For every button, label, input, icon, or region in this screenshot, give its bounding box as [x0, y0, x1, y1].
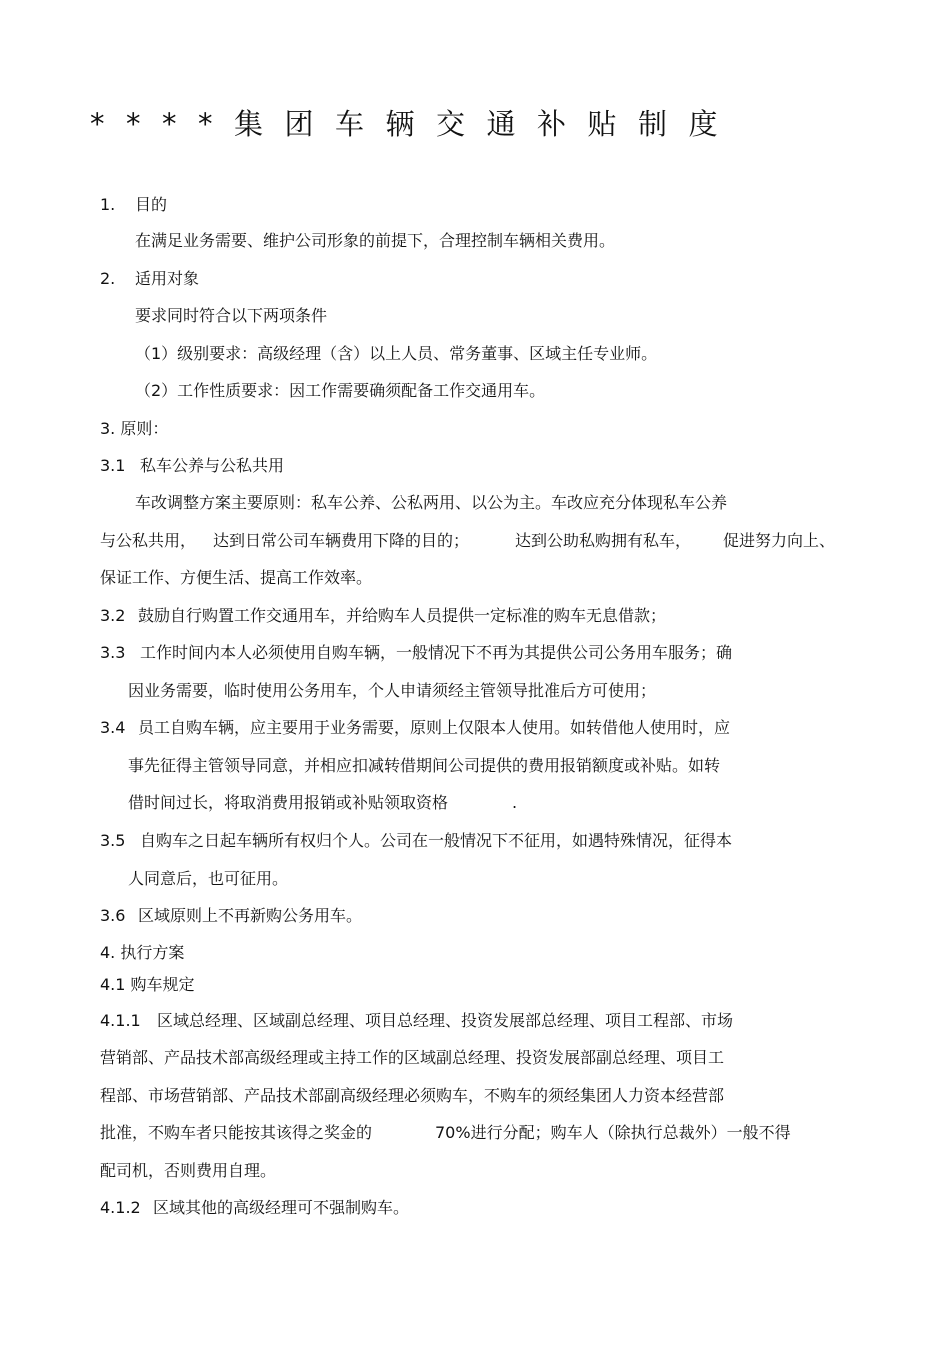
section-3-1-paragraph-line-1: 车改调整方案主要原则：私车公养、公私两用、以公为主。车改应充分体现私车公养: [135, 493, 728, 512]
section-1-heading: 目的: [135, 195, 168, 214]
section-2-body: 要求同时符合以下两项条件: [135, 306, 328, 325]
section-3-6-body: 区域原则上不再新购公务用车。: [138, 906, 363, 925]
section-4-1-1-body-line-4b: 70%进行分配；购车人（除执行总裁外）一般不得: [435, 1123, 791, 1142]
section-3-1-paragraph-line-3: 保证工作、方便生活、提高工作效率。: [100, 568, 373, 587]
section-4-1-1-body-line-3: 程部、市场营销部、产品技术部副高级经理必须购车，不购车的须经集团人力资本经营部: [100, 1086, 725, 1105]
section-3-6-number: 3.6: [100, 906, 126, 925]
section-3-5-number: 3.5: [100, 831, 126, 850]
section-2-condition-1: （1）级别要求：高级经理（含）以上人员、常务董事、区域主任专业师。: [135, 344, 658, 363]
section-3-4-body-line-2: 事先征得主管领导同意，并相应扣减转借期间公司提供的费用报销额度或补贴。如转: [128, 756, 721, 775]
section-4-heading: 4. 执行方案: [100, 943, 185, 962]
section-3-4-body-line-3: 借时间过长，将取消费用报销或补贴领取资格: [128, 793, 449, 812]
section-4-1-1-body-line-1: 区域总经理、区域副总经理、项目总经理、投资发展部总经理、项目工程部、市场: [157, 1011, 734, 1030]
section-3-1-paragraph-line-2d: 促进努力向上、: [723, 531, 836, 550]
section-4-1-1-number: 4.1.1: [100, 1011, 141, 1030]
section-3-3-body-line-2: 因业务需要，临时使用公务用车，个人申请须经主管领导批准后方可使用；: [128, 681, 657, 700]
document-title: ****集团车辆交通补贴制度: [90, 107, 740, 141]
section-3-3-number: 3.3: [100, 643, 126, 662]
section-2-condition-2: （2）工作性质要求：因工作需要确须配备工作交通用车。: [135, 381, 546, 400]
section-4-1-1-body-line-5: 配司机，否则费用自理。: [100, 1161, 277, 1180]
section-3-4-number: 3.4: [100, 718, 126, 737]
section-3-2-number: 3.2: [100, 606, 126, 625]
section-1-number: 1.: [100, 195, 116, 214]
section-4-1-2-body: 区域其他的高级经理可不强制购车。: [153, 1198, 410, 1217]
section-3-4-body-line-3-period: .: [512, 793, 518, 812]
section-3-4-body-line-1: 员工自购车辆，应主要用于业务需要，原则上仅限本人使用。如转借他人使用时，应: [138, 718, 731, 737]
section-3-1-number: 3.1: [100, 456, 126, 475]
section-3-1-paragraph-line-2b: 达到日常公司车辆费用下降的目的；: [213, 531, 470, 550]
section-3-5-body-line-1: 自购车之日起车辆所有权归个人。公司在一般情况下不征用，如遇特殊情况，征得本: [140, 831, 733, 850]
section-3-5-body-line-2: 人同意后，也可征用。: [128, 869, 289, 888]
section-3-heading: 3. 原则：: [100, 419, 169, 438]
section-4-1-1-body-line-4a: 批准，不购车者只能按其该得之奖金的: [100, 1123, 373, 1142]
section-3-1-heading: 私车公养与公私共用: [140, 456, 285, 475]
section-3-1-paragraph-line-2c: 达到公助私购拥有私车，: [515, 531, 692, 550]
section-4-1-heading: 4.1 购车规定: [100, 975, 195, 994]
section-3-3-body-line-1: 工作时间内本人必须使用自购车辆，一般情况下不再为其提供公司公务用车服务；确: [140, 643, 733, 662]
section-2-heading: 适用对象: [135, 269, 200, 288]
section-1-body: 在满足业务需要、维护公司形象的前提下，合理控制车辆相关费用。: [135, 231, 616, 250]
section-2-number: 2.: [100, 269, 116, 288]
section-4-1-2-number: 4.1.2: [100, 1198, 141, 1217]
section-4-1-1-body-line-2: 营销部、产品技术部高级经理或主持工作的区域副总经理、投资发展部副总经理、项目工: [100, 1048, 725, 1067]
section-3-1-paragraph-line-2a: 与公私共用，: [100, 531, 197, 550]
section-3-2-body: 鼓励自行购置工作交通用车，并给购车人员提供一定标准的购车无息借款；: [138, 606, 667, 625]
